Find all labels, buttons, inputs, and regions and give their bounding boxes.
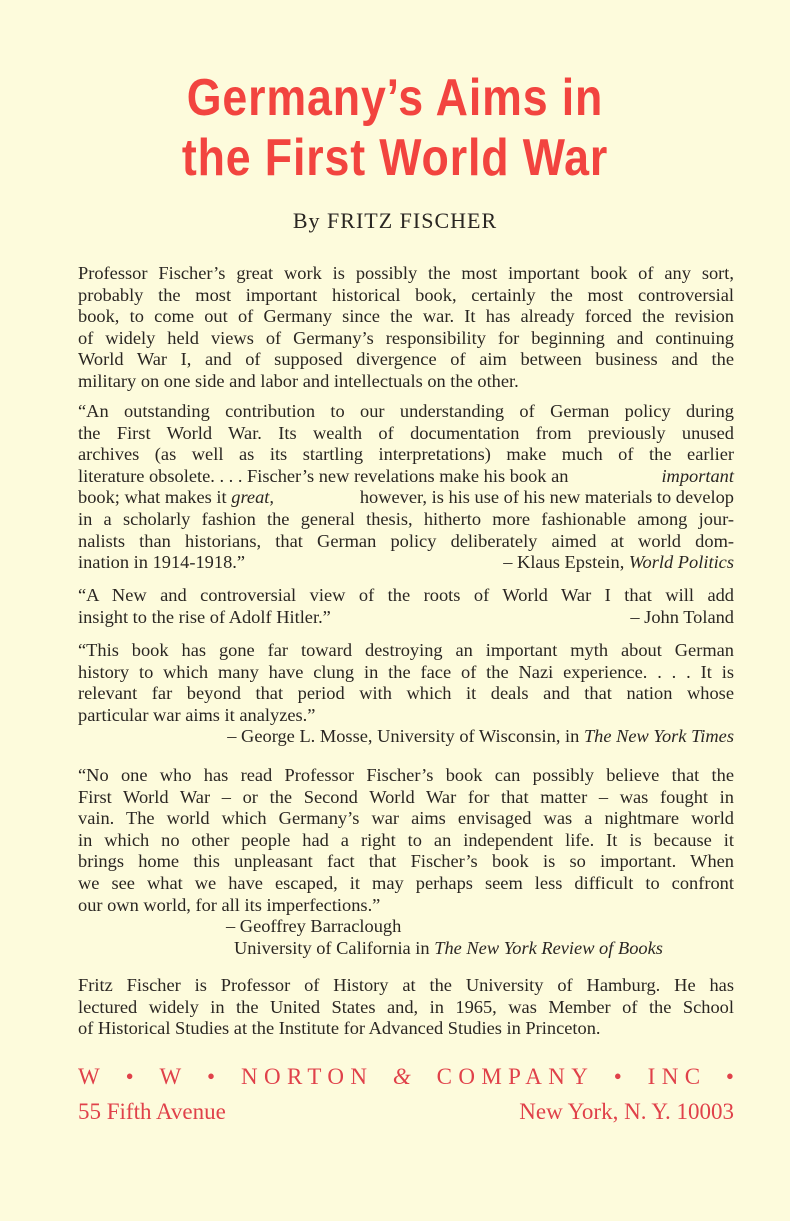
- publisher-name-part: W: [159, 1064, 188, 1089]
- text-line: probably the most important historical book, certainly the most controversial: [78, 284, 734, 305]
- review-attribution: [503, 552, 734, 574]
- text-line: nalists than historians, that German policy deliberately aimed at world dom-: [78, 530, 734, 551]
- text-line: [78, 487, 734, 509]
- attribution-affiliation: University of California in: [234, 937, 430, 958]
- emphasis-text: great,: [231, 487, 274, 508]
- text-line: “An outstanding contribution to our understanding of German policy during: [78, 401, 734, 421]
- text-line: archives (as well as its startling interpretations) make much of the earlier: [78, 444, 734, 465]
- attribution-source: The New York Review of Books: [434, 937, 663, 958]
- review-attribution: – Geoffrey Barraclough: [226, 916, 402, 937]
- attribution-name: – Klaus Epstein,: [503, 552, 625, 573]
- bullet-separator: •: [613, 1064, 629, 1089]
- publisher-street: 55 Fifth Avenue: [78, 1099, 226, 1124]
- text-line: we see what we have escaped, it may perhaps seem less difficult to confront: [78, 872, 734, 893]
- text-segment: [78, 487, 274, 509]
- review-epstein: [78, 401, 734, 574]
- text-line: lectured widely in the United States and, in 1965, was Member of the School: [78, 996, 734, 1017]
- publisher-name: [78, 1064, 734, 1090]
- bullet-separator: •: [125, 1064, 141, 1089]
- book-title-line-1: Germany’s Aims in: [186, 69, 604, 127]
- text-segment: however, is his use of his new materials to develop: [359, 487, 734, 508]
- text-line: relevant far beyond that period with which it deals and that nation whose: [78, 683, 734, 704]
- emphasis-text: important: [661, 465, 734, 486]
- author-byline: By FRITZ FISCHER: [292, 208, 498, 233]
- review-attribution: [78, 726, 734, 748]
- text-line: World War I, and of supposed divergence of aim between business and the: [78, 349, 734, 370]
- ampersand-glyph: &: [392, 1064, 418, 1089]
- text-line: vain. The world which Germany’s war aims envisaged was a nightmare world: [78, 808, 734, 829]
- publisher-address: [78, 1099, 734, 1125]
- publisher-name-part: W: [78, 1064, 107, 1089]
- review-toland: [78, 585, 734, 628]
- text-line: in a scholarly fashion the general thesis, hitherto more fashionable among jour-: [78, 508, 734, 529]
- text-line: of widely held views of Germany’s responsibility for beginning and continuing: [78, 327, 734, 348]
- publisher-name-part: COMPANY: [436, 1064, 595, 1089]
- text-line: [78, 607, 734, 629]
- review-barraclough: [78, 765, 734, 959]
- publisher-city: New York, N. Y. 10003: [519, 1099, 734, 1124]
- bullet-separator: •: [725, 1064, 734, 1089]
- attribution-name: – George L. Mosse, University of Wisconsin, in: [227, 726, 580, 747]
- text-line: brings home this unpleasant fact that Fischer’s book is so important. When: [78, 851, 734, 872]
- text-line: our own world, for all its imperfections.”: [78, 894, 381, 915]
- review-attribution-affiliation: [78, 938, 734, 960]
- text-line: military on one side and labor and intellectuals on the other.: [78, 370, 519, 391]
- text-segment: book; what makes it: [78, 487, 227, 508]
- text-segment: literature obsolete. . . . Fischer’s new revelations make his book an: [78, 465, 569, 486]
- text-line: First World War – or the Second World War for that matter – was fought in: [78, 786, 734, 807]
- book-description: [78, 263, 734, 393]
- text-line: “This book has gone far toward destroying an important myth about German: [78, 640, 734, 660]
- publisher-name-part: INC: [647, 1064, 707, 1089]
- book-title-line-2: the First World War: [181, 129, 609, 187]
- text-line: in which no other people had a right to an independent life. It is because it: [78, 829, 734, 850]
- text-line: “A New and controversial view of the roots of World War I that will add: [78, 585, 734, 605]
- publisher-name-part: NORTON: [240, 1064, 374, 1089]
- attribution-source: The New York Times: [583, 726, 734, 747]
- text-line: Fritz Fischer is Professor of History at the University of Hamburg. He has: [78, 975, 734, 995]
- text-segment: ination in 1914-1918.”: [78, 552, 246, 573]
- text-line: particular war aims it analyzes.”: [78, 704, 316, 725]
- text-line: of Historical Studies at the Institute for Advanced Studies in Princeton.: [78, 1018, 601, 1039]
- review-attribution: – John Toland: [630, 606, 734, 627]
- author-bio: [78, 975, 734, 1040]
- text-line: “No one who has read Professor Fischer’s book can possibly believe that the: [78, 765, 734, 785]
- bullet-separator: •: [207, 1064, 222, 1089]
- text-line: book, to come out of Germany since the war. It has already forced the revision: [78, 306, 734, 327]
- text-line: the First World War. Its wealth of documentation from previously unused: [78, 422, 734, 443]
- text-line: [78, 466, 734, 488]
- text-line: history to which many have clung in the face of the Nazi experience. . . . It is: [78, 661, 734, 682]
- text-line: Professor Fischer’s great work is possibly the most important book of any sort,: [78, 263, 734, 283]
- attribution-source: World Politics: [628, 552, 734, 573]
- text-segment: insight to the rise of Adolf Hitler.”: [78, 606, 331, 627]
- text-line: [78, 552, 734, 574]
- review-mosse: [78, 640, 734, 748]
